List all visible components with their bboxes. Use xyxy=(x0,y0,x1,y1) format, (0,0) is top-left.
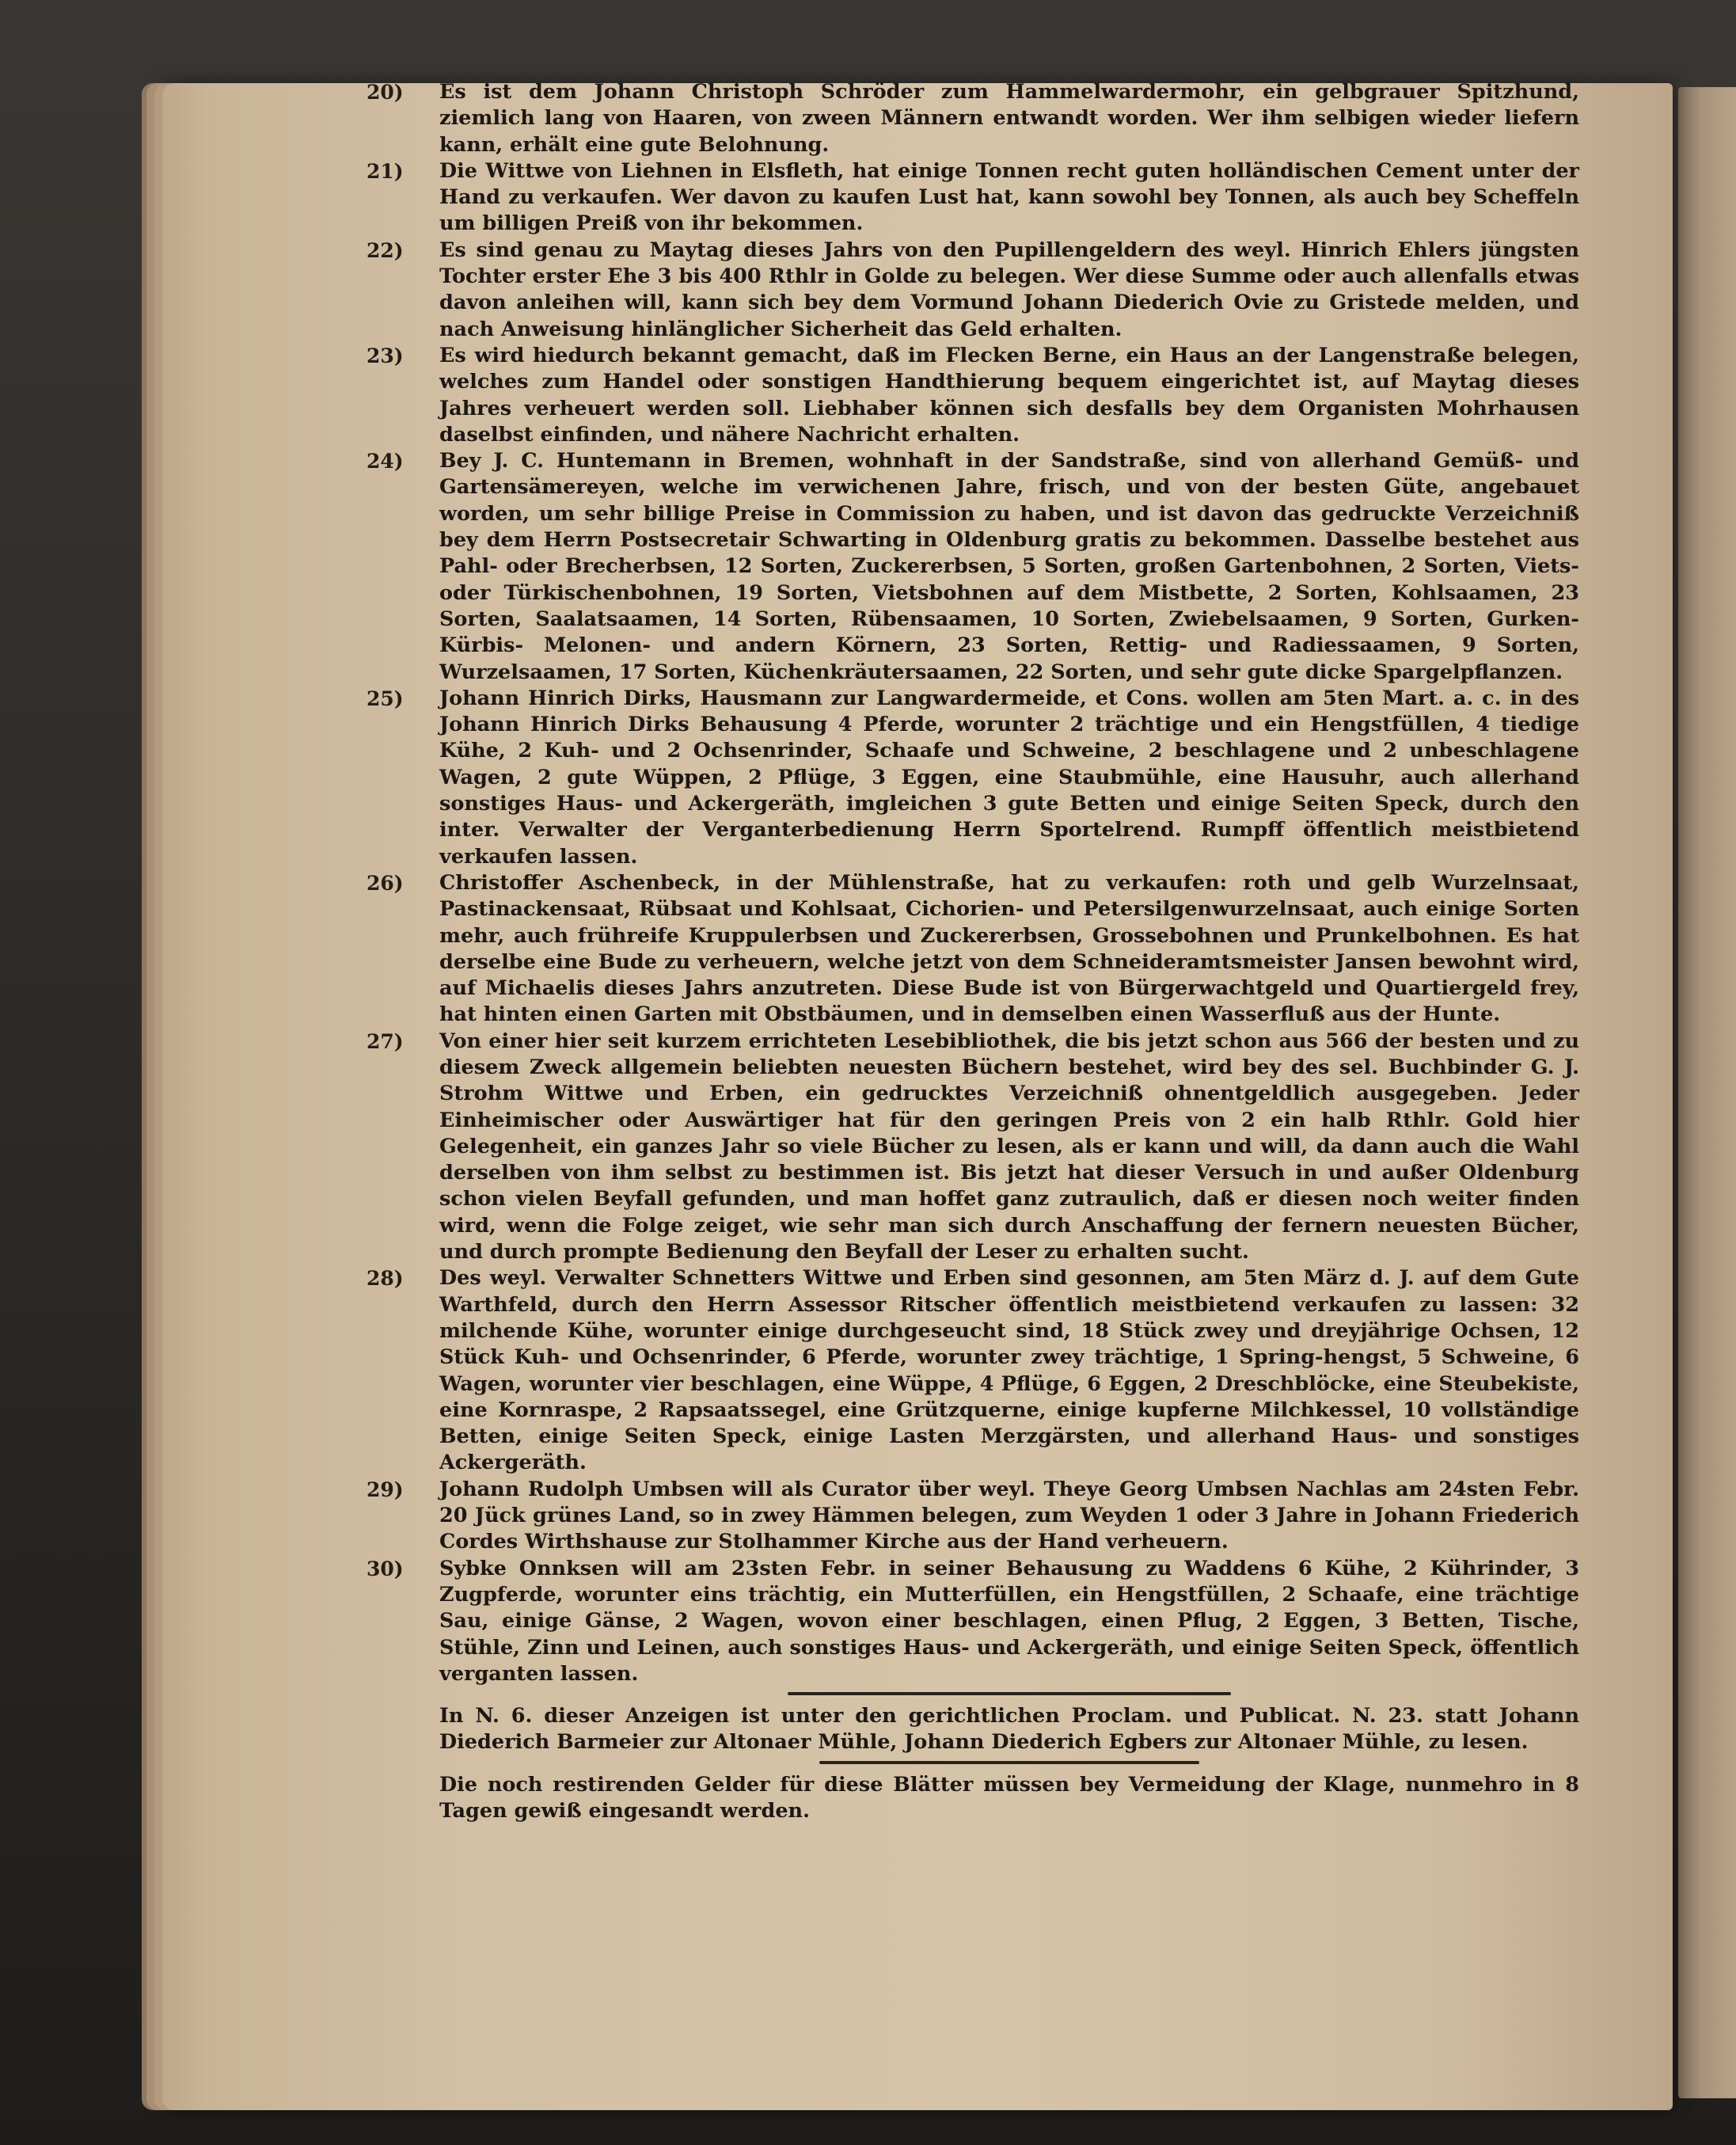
entry-23 xyxy=(367,343,1579,448)
separator-line xyxy=(788,1692,1231,1695)
entry-26 xyxy=(367,870,1579,1029)
entry-27 xyxy=(367,1029,1579,1266)
entry-text: Es ist dem Johann Christoph Schröder zum Hammelwardermohr, ein gelbgrauer Spitzhund, ziemlich lang von Haaren, von zween Männern entwandt worden. Wer ihm selbigen wieder liefern kann, erhält eine gute Belohnung. xyxy=(439,80,1579,157)
correction-note: In N. 6. dieser Anzeigen ist unter den gerichtlichen Proclam. und Publicat. N. 23. statt Johann Diederich Barmeier zur Altonaer Mühle, Johann Diederich Egbers zur Altonaer Mühle, zu lesen. xyxy=(439,1704,1579,1755)
entry-text: Sybke Onnksen will am 23sten Febr. in seiner Behausung zu Waddens 6 Kühe, 2 Kührinder, 3 Zugpferde, worunter eins trächtig, ein Mutterfüllen, ein Hengstfüllen, 2 Schaafe, eine trächtige Sau, einige Gänse, 2 Wagen, wovon einer beschlagen, einen Pflug, 2 Eggen, 3 Betten, Tische, Stühle, Zinn und Leinen, auch sonstiges Haus- und Ackergeräth, und einige Seiten Speck, öffentlich verganten lassen. xyxy=(439,1556,1579,1686)
adjacent-page-edge xyxy=(1678,87,1736,2098)
entry-text: Die Wittwe von Liehnen in Elsfleth, hat einige Tonnen recht guten holländischen Cement unter der Hand zu verkaufen. Wer davon zu kaufen Lust hat, kann sowohl bey Tonnen, als auch bey Scheffeln um billigen Preiß von ihr bekommen. xyxy=(439,158,1579,236)
entry-30 xyxy=(367,1556,1579,1687)
entry-28 xyxy=(367,1265,1579,1476)
entry-21 xyxy=(367,158,1579,238)
entry-number: 24) xyxy=(367,450,404,473)
entry-text: Johann Rudolph Umbsen will als Curator über weyl. Theye Georg Umbsen Nachlas am 24sten Febr. 20 Jück grünes Land, so in zwey Hämmen belegen, zum Weyden 1 oder 3 Jahre in Johann Friederich Cordes Wirthshause zur Stolhammer Kirche aus der Hand verheuern. xyxy=(439,1477,1579,1554)
separator-rule xyxy=(439,1761,1579,1764)
entry-text: Von einer hier seit kurzem errichteten Lesebibliothek, die bis jetzt schon aus 566 der besten und zu diesem Zweck allgemein beliebten neuesten Büchern bestehet, wird bey des sel. Buchbinder G. J. Strohm Wittwe und Erben, ein gedrucktes Verzeichniß ohnentgeldlich ausgegeben. Jeder Einheimischer oder Auswärtiger hat für den geringen Preis von 2 ein halb Rthlr. Gold hier Gelegenheit, ein ganzes Jahr so viele Bücher zu lesen, als er kann und will, da dann auch die Wahl derselben von ihm selbst zu bestimmen ist. Bis jetzt hat dieser Versuch in und außer Oldenburg schon vielen Beyfall gefunden, und man hoffet ganz zutraulich, daß er diesen noch weiter finden wird, wenn die Folge zeiget, wie sehr man sich durch Anschaffung der fernern neuesten Bücher, und durch prompte Bedienung den Beyfall der Leser zu erhalten sucht. xyxy=(439,1029,1579,1265)
payment-notice: Die noch restirenden Gelder für diese Blätter müssen bey Vermeidung der Klage, nunmehro in 8 Tagen gewiß eingesandt werden. xyxy=(439,1772,1579,1823)
entry-text: Des weyl. Verwalter Schnetters Wittwe und Erben sind gesonnen, am 5ten März d. J. auf dem Gute Warthfeld, durch den Herrn Assessor Ritscher öffentlich meistbietend verkaufen zu lassen: 32 milchende Kühe, worunter einige durchgeseucht sind, 18 Stück zwey und dreyjährige Ochsen, 12 Stück Kuh- und Ochsenrinder, 6 Pferde, worunter zwey trächtige, 1 Spring-hengst, 5 Schweine, 6 Wagen, worunter vier beschlagen, eine Wüppe, 4 Pflüge, 6 Eggen, 2 Dreschblöcke, eine Steubekiste, eine Kornraspe, 2 Rapsaatssegel, eine Grützquerne, einige kupferne Milchkessel, 10 vollständige Betten, einige Seiten Speck, einige Lasten Merzgärsten, und allerhand Haus- und sonstiges Ackergeräth. xyxy=(439,1266,1579,1475)
entry-25 xyxy=(367,686,1579,870)
entry-number: 28) xyxy=(367,1267,404,1291)
entry-number: 25) xyxy=(367,686,404,710)
entry-24 xyxy=(367,448,1579,686)
entry-text: Christoffer Aschenbeck, in der Mühlenstraße, hat zu verkaufen: roth und gelb Wurzelnsaat, Pastinackensaat, Rübsaat und Kohlsaat, Cichorien- und Petersilgenwurzelnsaat, auch einige Sorten mehr, auch frühreife Kruppulerbsen und Zuckererbsen, Grossebohnen und Prunkelbohnen. Es hat derselbe eine Bude zu verheuern, welche jetzt von dem Schneideramtsmeister Jansen bewohnt wird, auf Michaelis dieses Jahrs anzutreten. Diese Bude ist von Bürgerwachtgeld und Quartiergeld frey, hat hinten einen Garten mit Obstbäumen, und in demselben einen Wasserfluß aus der Hunte. xyxy=(439,870,1579,1027)
entry-text: Johann Hinrich Dirks, Hausmann zur Langwardermeide, et Cons. wollen am 5ten Mart. a. c. in des Johann Hinrich Dirks Behausung 4 Pferde, worunter 2 trächtige und ein Hengstfüllen, 4 tiedige Kühe, 2 Kuh- und 2 Ochsenrinder, Schaafe und Schweine, 2 beschlagene und 2 unbeschlagene Wagen, 2 gute Wüppen, 2 Pflüge, 3 Eggen, eine Staubmühle, eine Hausuhr, auch allerhand sonstiges Haus- und Ackergeräth, imgleichen 3 gute Betten und einige Seiten Speck, durch den inter. Verwalter der Verganterbedienung Herrn Sportelrend. Rumpff öffentlich meistbietend verkaufen lassen. xyxy=(439,686,1579,869)
entry-number: 27) xyxy=(367,1029,404,1053)
entry-number: 22) xyxy=(367,238,404,262)
entry-number: 23) xyxy=(367,344,404,367)
entry-number: 20) xyxy=(367,81,404,104)
entry-text: Bey J. C. Huntemann in Bremen, wohnhaft in der Sandstraße, sind von allerhand Gemüß- und Gartensämereyen, welche im verwichenen Jahre, frisch, und von der besten Güte, angebauet worden, um sehr billige Preise in Commission zu haben, und ist davon das gedruckte Verzeichniß bey dem Herrn Postsecretair Schwarting in Oldenburg gratis zu bekommen. Dasselbe bestehet aus Pahl- oder Brecherbsen, 12 Sorten, Zuckererbsen, 5 Sorten, großen Gartenbohnen, 2 Sorten, Viets- oder Türkischenbohnen, 19 Sorten, Vietsbohnen auf dem Mistbette, 2 Sorten, Kohlsaamen, 23 Sorten, Saalatsaamen, 14 Sorten, Rübensaamen, 10 Sorten, Zwiebelsaamen, 9 Sorten, Gurken- Kürbis- Melonen- und andern Körnern, 23 Sorten, Rettig- und Radiessaamen, 9 Sorten, Wurzelsaamen, 17 Sorten, Küchenkräutersaamen, 22 Sorten, und sehr gute dicke Spargelpflanzen. xyxy=(439,449,1579,684)
entry-text: Es wird hiedurch bekannt gemacht, daß im Flecken Berne, ein Haus an der Langenstraße belegen, welches zum Handel oder sonstigen Handthierung bequem eingerichtet ist, auf Maytag dieses Jahres verheuert werden soll. Liebhaber können sich desfalls bey dem Organisten Mohrhausen daselbst einfinden, und nähere Nachricht erhalten. xyxy=(439,343,1579,447)
entry-text: Es sind genau zu Maytag dieses Jahrs von den Pupillengeldern des weyl. Hinrich Ehlers jüngsten Tochter erster Ehe 3 bis 400 Rthlr in Golde zu belegen. Wer diese Summe oder auch allenfalls etwas davon anleihen will, kann sich bey dem Vormund Johann Diederich Ovie zu Gristede melden, und nach Anweisung hinlänglicher Sicherheit das Geld erhalten. xyxy=(439,238,1579,341)
separator-rule xyxy=(439,1692,1579,1695)
entry-number: 29) xyxy=(367,1478,404,1501)
entry-number: 26) xyxy=(367,871,404,895)
entry-number: 30) xyxy=(367,1557,404,1580)
entry-number: 21) xyxy=(367,159,404,183)
entry-22 xyxy=(367,238,1579,343)
entry-29 xyxy=(367,1477,1579,1556)
entry-20 xyxy=(367,79,1579,158)
advertisement-column xyxy=(367,79,1579,1824)
separator-line xyxy=(819,1761,1199,1764)
